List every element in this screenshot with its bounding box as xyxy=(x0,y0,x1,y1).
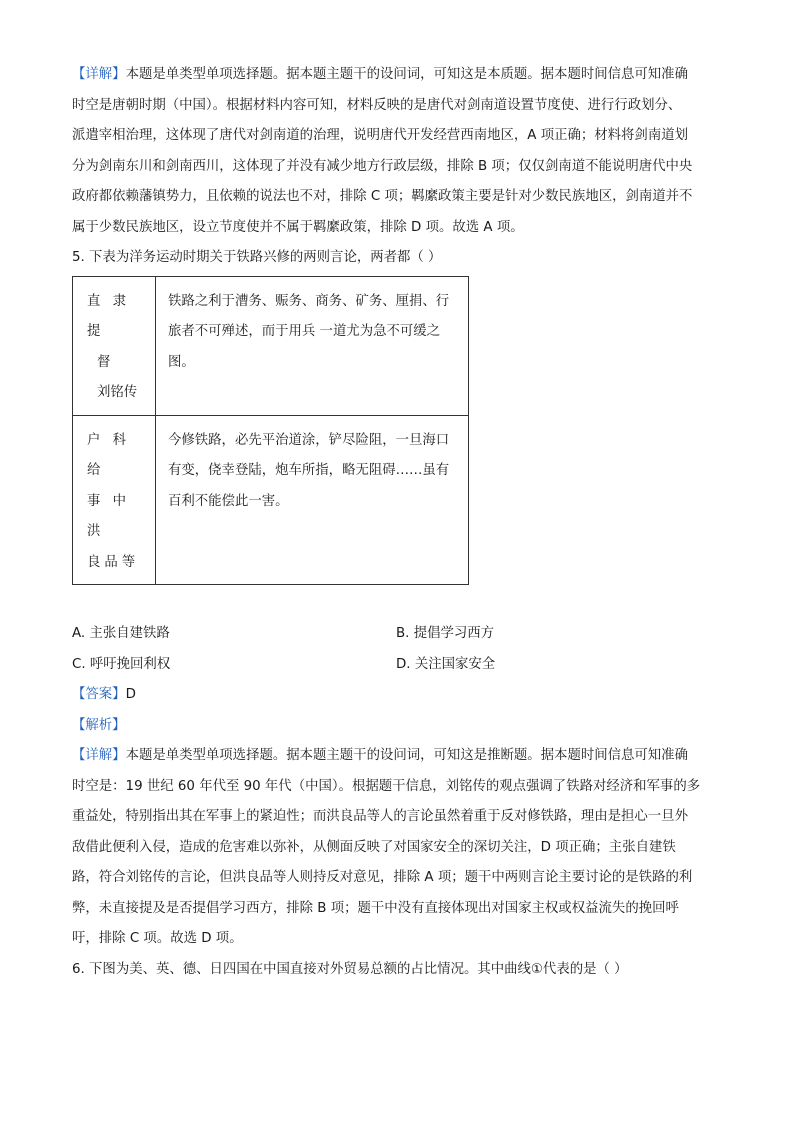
text-line: 属于少数民族地区，设立节度使并不属于羁縻政策，排除 D 项。故选 A 项。 xyxy=(72,219,524,235)
option-b[interactable]: B. 提倡学习西方 xyxy=(396,626,495,641)
detail-tag: 【详解】 xyxy=(72,67,126,82)
quote-table xyxy=(72,276,469,586)
answer-value: D xyxy=(125,687,136,702)
speaker-cell: 直 隶 提 督 刘铭传 xyxy=(73,276,156,415)
document-page xyxy=(72,60,722,985)
text-line: 【详解】本题是单类型单项选择题。据本题主题干的设问词，可知这是推断题。据本题时间信息可知准确 xyxy=(72,748,688,763)
text-line: 【详解】本题是单类型单项选择题。据本题主题干的设问词，可知这是本质题。据本题时间信息可知准确 xyxy=(72,67,688,82)
option-c[interactable]: C. 呼吁挽回利权 xyxy=(72,656,171,672)
option-d[interactable]: D. 关注国家安全 xyxy=(396,656,496,672)
table-row xyxy=(73,276,469,415)
text-line: 路，符合刘铭传的言论，但洪良品等人则持反对意见，排除 A 项；题干中两则言论主要讨论的是铁路的利 xyxy=(72,870,693,885)
text-line: 分为剑南东川和剑南西川，这体现了并没有减少地方行政层级，排除 B 项；仅仅剑南道不能说明唐代中央 xyxy=(72,158,693,174)
answer-tag: 【答案】 xyxy=(72,687,126,702)
text-line: 时空是唐朝时期（中国）。根据材料内容可知，材料反映的是唐代对剑南道设置节度使、进行行政划分、 xyxy=(72,97,682,113)
quote-cell: 今修铁路，必先平治道涂，铲尽险阻，一旦海口 有变，侥幸登陆，炮车所指，略无阻碍……虽有 百利不能偿此一害。 xyxy=(156,415,469,585)
options-row xyxy=(72,619,722,650)
text-line: 派遣宰相治理，这体现了唐代对剑南道的治理，说明唐代开发经营西南地区，A 项正确；材料将剑南道划 xyxy=(72,128,688,143)
table-row xyxy=(73,415,469,585)
answer-options xyxy=(72,619,722,680)
text-line: 吁，排除 C 项。故选 D 项。 xyxy=(72,931,243,946)
text-line: 敌借此便利入侵，造成的危害难以弥补，从侧面反映了对国家安全的深切关注，D 项正确；主张自建铁 xyxy=(72,839,676,855)
question-5-stem: 5. 下表为洋务运动时期关于铁路兴修的两则言论，两者都（ ） xyxy=(72,250,442,265)
text-line: 政府都依赖藩镇势力，且依赖的说法也不对，排除 C 项；羁縻政策主要是针对少数民族地区，剑南道并不 xyxy=(72,189,693,204)
prev-detail-block xyxy=(72,60,722,243)
q5-detail-block xyxy=(72,741,722,955)
text-line: 时空是：19 世纪 60 年代至 90 年代（中国）。根据题干信息，刘铭传的观点强调了铁路对经济和军事的多 xyxy=(72,778,701,794)
text-line: 重益处，特别指出其在军事上的紧迫性；而洪良品等人的言论虽然着重于反对修铁路，理由是担心一旦外 xyxy=(72,809,688,824)
speaker-cell: 户 科 给 事 中 洪 良品等 xyxy=(73,415,156,585)
options-row xyxy=(72,650,722,681)
option-a[interactable]: A. 主张自建铁路 xyxy=(72,626,170,641)
answer-line xyxy=(72,680,722,711)
question-6-stem: 6. 下图为美、英、德、日四国在中国直接对外贸易总额的占比情况。其中曲线①代表的是（ ） xyxy=(72,961,628,977)
quote-cell: 铁路之利于漕务、赈务、商务、矿务、厘捐、行 旅者不可殚述，而于用兵 一道尤为急不可缓之 图。 xyxy=(156,276,469,415)
text-line: 弊，未直接提及是否提倡学习西方，排除 B 项；题干中没有直接体现出对国家主权或权益流失的挽回呼 xyxy=(72,900,679,916)
detail-tag: 【详解】 xyxy=(72,748,126,763)
analysis-heading: 【解析】 xyxy=(72,717,126,733)
